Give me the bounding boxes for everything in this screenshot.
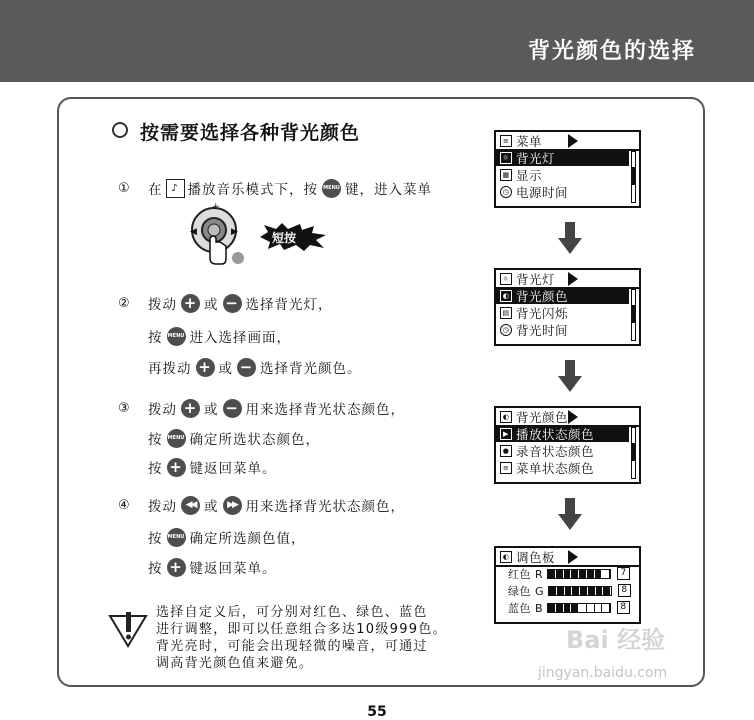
- palette-icon: ◐: [500, 551, 512, 563]
- note-line: 进行调整，即可以任意组合多达10级999色。: [156, 622, 447, 637]
- short-press-badge: [258, 222, 328, 252]
- palette-value: 8: [618, 584, 631, 597]
- note-line: 选择自定义后，可分别对红色、绿色、蓝色: [156, 605, 428, 620]
- step-text: 选择背光灯，: [245, 297, 333, 313]
- step-text: 键，进入菜单: [345, 182, 432, 198]
- minus-button-icon: −: [237, 358, 256, 377]
- step-4-line-1: [118, 495, 405, 515]
- step-text: 按: [148, 461, 163, 477]
- step-text: 或: [218, 361, 233, 377]
- lcd-screen-palette: [494, 546, 641, 624]
- step-text: 确定所选状态颜色，: [189, 432, 320, 448]
- step-text: 再拨动: [148, 361, 192, 377]
- section-title-text: 按需要选择各种背光颜色: [140, 122, 361, 144]
- step-text: 键返回菜单。: [189, 561, 277, 577]
- menu-button-icon: MENU: [167, 327, 186, 346]
- color-icon: ◐: [500, 411, 512, 423]
- menu-button-icon: MENU: [322, 179, 341, 198]
- lcd-screen-backlight: [494, 268, 641, 346]
- step-text: 用来选择背光状态颜色，: [245, 499, 405, 515]
- step-text: 或: [204, 402, 219, 418]
- step-text: 进入选择画面，: [189, 330, 291, 346]
- short-press-label: 短按: [272, 231, 297, 245]
- minus-button-icon: −: [223, 399, 242, 418]
- backlight-icon: ☼: [500, 152, 512, 164]
- step-2-line-1: [118, 293, 333, 313]
- step-text: 选择背光颜色。: [260, 361, 362, 377]
- step-number: ③: [118, 400, 131, 416]
- svg-text:◀: ◀: [190, 227, 197, 237]
- step-2-line-3: [148, 357, 362, 377]
- next-button-icon: ▶▶: [223, 496, 242, 515]
- lcd-item: ◷ 电源时间: [496, 183, 639, 200]
- lcd-item: ≡ 菜单状态颜色: [496, 459, 639, 476]
- plus-button-icon: +: [181, 294, 200, 313]
- step-text: 确定所选颜色值，: [189, 531, 306, 547]
- clock-icon: ◷: [500, 324, 512, 336]
- palette-level-bar: [548, 586, 612, 596]
- previous-button-icon: ◀◀: [181, 496, 200, 515]
- lcd-title: ◐ 调色板: [496, 548, 639, 565]
- step-text: 播放音乐模式下，按: [187, 182, 318, 198]
- step-text: 拨动: [148, 402, 177, 418]
- lcd-title: ☼ 背光灯: [496, 270, 639, 287]
- palette-channel-label: 蓝色 B: [508, 601, 544, 615]
- menu-button-icon: MENU: [167, 528, 186, 547]
- step-text: 按: [148, 531, 163, 547]
- clock-icon: ◷: [500, 186, 512, 198]
- color-icon: ◐: [500, 290, 512, 302]
- blink-icon: ▤: [500, 307, 512, 319]
- page-title: 背光颜色的选择: [527, 39, 696, 64]
- palette-row: [496, 565, 639, 582]
- step-text: 拨动: [148, 297, 177, 313]
- step-text: 键返回菜单。: [189, 461, 277, 477]
- lcd-item-selected: ▶ 播放状态颜色: [496, 425, 629, 442]
- lcd-screen-backlight-color: [494, 406, 641, 484]
- step-1-line: [118, 178, 432, 198]
- lcd-item: ▦ 显示: [496, 166, 639, 183]
- down-arrow-icon: [558, 222, 582, 254]
- svg-text:+: +: [212, 202, 220, 212]
- step-text: 拨动: [148, 499, 177, 515]
- lcd-item: ◷ 背光时间: [496, 321, 639, 338]
- warning-icon: [108, 612, 148, 648]
- lcd-title: ◐ 背光颜色: [496, 408, 639, 425]
- step-number: ④: [118, 497, 131, 513]
- step-text: 或: [204, 499, 219, 515]
- plus-button-icon: +: [196, 358, 215, 377]
- palette-level-bar: [547, 603, 611, 613]
- down-arrow-icon: [558, 360, 582, 392]
- plus-button-icon: +: [181, 399, 200, 418]
- plus-button-icon: +: [167, 458, 186, 477]
- scrollbar: [631, 427, 636, 479]
- scrollbar: [631, 289, 636, 341]
- music-mode-icon: ♪: [166, 179, 185, 198]
- circle-bullet-icon: [112, 122, 128, 138]
- step-3-line-3: [148, 457, 277, 477]
- step-2-line-2: [148, 326, 291, 346]
- step-text: 在: [148, 182, 163, 198]
- menu-icon: ≡: [500, 462, 512, 474]
- palette-channel-label: 绿色 G: [508, 584, 545, 598]
- scrollbar: [631, 151, 636, 203]
- step-number: ①: [118, 180, 131, 196]
- step-text: 用来选择背光状态颜色，: [245, 402, 405, 418]
- palette-level-bar: [547, 569, 611, 579]
- plus-button-icon: +: [167, 558, 186, 577]
- lcd-item-selected: ☼ 背光灯: [496, 149, 629, 166]
- palette-channel-label: 红色 R: [508, 567, 544, 581]
- watermark-url: jingyan.baidu.com: [538, 665, 668, 681]
- note-line: 调高背光颜色值来避免。: [156, 656, 314, 671]
- palette-row: [496, 582, 639, 599]
- step-4-line-3: [148, 557, 277, 577]
- play-icon: ▶: [500, 428, 512, 440]
- record-icon: ●: [500, 445, 512, 457]
- menu-icon: ≡: [500, 135, 512, 147]
- display-icon: ▦: [500, 169, 512, 181]
- note-text: [156, 604, 447, 672]
- lcd-item: ▤ 背光闪烁: [496, 304, 639, 321]
- step-text: 或: [204, 297, 219, 313]
- lcd-item-selected: ◐ 背光颜色: [496, 287, 629, 304]
- palette-row: [496, 599, 639, 616]
- down-arrow-icon: [558, 498, 582, 530]
- minus-button-icon: −: [223, 294, 242, 313]
- palette-value: 7: [617, 567, 630, 580]
- palette-value: 8: [617, 601, 630, 614]
- step-3-line-1: [118, 398, 405, 418]
- svg-text:▶: ▶: [231, 227, 238, 237]
- step-3-line-2: [148, 428, 320, 448]
- jog-dial-icon: [182, 200, 252, 270]
- note-line: 背光亮时，可能会出现轻微的噪音，可通过: [156, 639, 428, 654]
- page-number: 55: [367, 704, 387, 720]
- lcd-screen-menu: [494, 130, 641, 208]
- step-4-line-2: [148, 527, 306, 547]
- step-number: ②: [118, 295, 131, 311]
- section-title: [112, 118, 360, 145]
- backlight-icon: ☼: [500, 273, 512, 285]
- step-text: 按: [148, 561, 163, 577]
- menu-button-icon: MENU: [167, 429, 186, 448]
- step-text: 按: [148, 432, 163, 448]
- lcd-title: ≡ 菜单: [496, 132, 639, 149]
- step-text: 按: [148, 330, 163, 346]
- watermark-brand: Bai 经验: [566, 626, 666, 654]
- lcd-item: ● 录音状态颜色: [496, 442, 639, 459]
